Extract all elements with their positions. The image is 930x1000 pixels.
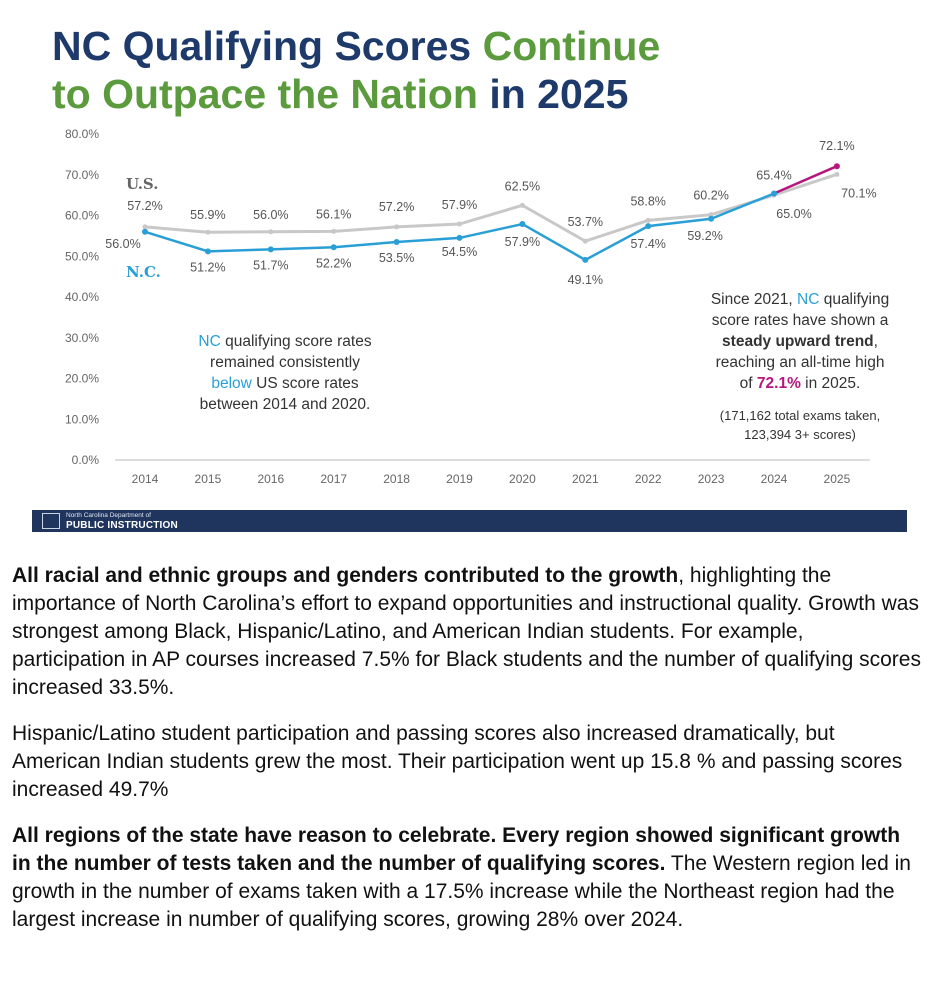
note-text: steady upward trend bbox=[722, 333, 874, 350]
note-text: reaching an all-time high bbox=[715, 354, 885, 371]
paragraph-text: Hispanic/Latino student participation and passing scores also increased dramatically, but American Indian students grew the most. Their participation went up 15.8 % and passing scores increased 49.7% bbox=[12, 722, 903, 801]
us-data-label: 60.2% bbox=[693, 188, 729, 203]
note-text: NC bbox=[797, 291, 820, 308]
y-tick-label: 60.0% bbox=[64, 208, 99, 223]
y-tick-label: 0.0% bbox=[71, 453, 99, 467]
us-data-label: 57.9% bbox=[441, 198, 478, 213]
note-text: qualifying bbox=[819, 291, 890, 308]
nc-data-label: 52.2% bbox=[315, 256, 352, 271]
nc-point bbox=[645, 223, 651, 229]
paragraph-text: , highlighting the importance of North Carolina’s effort to expand opportunities and instructional quality. Growth was strongest among Black, Hispanic/Latino, and American Indian students. For example, participation in AP courses increased 7.5% for Black students and the number of qualifying scores increased 33.5%. bbox=[12, 564, 921, 699]
us-data-label: 57.2% bbox=[127, 198, 163, 213]
y-tick-label: 10.0% bbox=[64, 412, 99, 427]
paragraph-text: The Western region led in growth in the number of exams taken with a 17.5% increase while the Northeast region had the largest increase in number of qualifying scores, growing 28% over 2024. bbox=[12, 852, 911, 931]
nc-point bbox=[457, 235, 463, 241]
nc-series-label: N.C. bbox=[126, 263, 161, 281]
y-tick-label: 40.0% bbox=[64, 290, 99, 304]
us-data-label: 55.9% bbox=[190, 208, 226, 223]
x-tick-label: 2023 bbox=[697, 472, 725, 486]
title-part: NC Qualifying Scores bbox=[52, 23, 483, 69]
us-data-label: 53.7% bbox=[567, 215, 604, 230]
us-data-label: 70.1% bbox=[841, 186, 877, 201]
x-tick-label: 2020 bbox=[509, 472, 536, 486]
nc-point bbox=[331, 244, 337, 250]
us-point bbox=[268, 229, 273, 234]
y-tick-label: 30.0% bbox=[64, 330, 99, 345]
title-part: Continue bbox=[482, 23, 661, 69]
us-point bbox=[394, 224, 399, 229]
y-tick-label: 70.0% bbox=[64, 167, 99, 182]
paragraph-bold: All regions of the state have reason to celebrate. Every region showed significant growth in the number of tests taken and the number of qualifying scores. bbox=[12, 824, 901, 875]
note-text: below bbox=[211, 375, 252, 392]
note-text: US score rates bbox=[251, 375, 359, 392]
note-text: score rates have shown a bbox=[711, 312, 889, 329]
note-text: NC bbox=[198, 333, 221, 350]
note-left bbox=[165, 331, 405, 415]
x-tick-label: 2022 bbox=[634, 472, 662, 486]
note-text: in 2025. bbox=[800, 375, 861, 392]
us-data-label: 57.2% bbox=[378, 199, 415, 214]
nc-data-label: 59.2% bbox=[687, 228, 723, 243]
x-tick-label: 2024 bbox=[760, 472, 788, 486]
note-right bbox=[680, 289, 920, 444]
title-part: in 2025 bbox=[477, 71, 629, 117]
us-series-label: U.S. bbox=[126, 175, 159, 193]
note-text: (171,162 total exams taken, bbox=[719, 408, 881, 423]
us-point bbox=[205, 230, 210, 235]
y-tick-label: 50.0% bbox=[64, 249, 99, 264]
note-text: remained consistently bbox=[210, 354, 360, 371]
us-point bbox=[834, 172, 839, 177]
page-title bbox=[52, 22, 660, 118]
x-tick-label: 2017 bbox=[320, 472, 348, 486]
x-tick-label: 2025 bbox=[823, 472, 851, 486]
footer-org-big: PUBLIC INSTRUCTION bbox=[66, 520, 178, 531]
x-tick-label: 2019 bbox=[446, 472, 473, 486]
note-text: qualifying score rates bbox=[220, 333, 372, 350]
nc-point bbox=[394, 239, 400, 245]
us-data-label: 65.0% bbox=[776, 207, 812, 222]
nc-data-label: 54.5% bbox=[441, 244, 478, 259]
nc-point bbox=[142, 229, 148, 235]
us-point bbox=[583, 239, 588, 244]
x-tick-label: 2021 bbox=[571, 472, 599, 486]
y-tick-label: 20.0% bbox=[64, 371, 99, 386]
us-data-label: 56.1% bbox=[315, 207, 352, 222]
note-footnote bbox=[680, 406, 920, 444]
article-body bbox=[12, 562, 922, 952]
us-data-label: 58.8% bbox=[630, 194, 666, 209]
y-tick-label: 80.0% bbox=[64, 127, 99, 141]
x-tick-label: 2016 bbox=[257, 472, 285, 486]
note-text: 72.1% bbox=[756, 375, 801, 392]
nc-point bbox=[205, 248, 211, 254]
nc-point bbox=[708, 216, 714, 222]
nc-data-label: 65.4% bbox=[756, 168, 792, 183]
note-text: between 2014 and 2020. bbox=[199, 396, 371, 413]
nc-data-label: 57.9% bbox=[504, 235, 541, 250]
paragraph bbox=[12, 720, 922, 804]
footer-bar bbox=[32, 510, 907, 532]
dpi-logo-icon bbox=[42, 513, 60, 529]
paragraph bbox=[12, 562, 922, 702]
nc-data-label: 51.2% bbox=[190, 260, 226, 275]
x-tick-label: 2014 bbox=[131, 472, 159, 486]
x-tick-label: 2018 bbox=[383, 472, 410, 486]
title-part: to Outpace the Nation bbox=[52, 71, 478, 117]
x-tick-label: 2015 bbox=[194, 472, 222, 486]
us-data-label: 56.0% bbox=[253, 207, 289, 222]
nc-data-label: 51.7% bbox=[253, 258, 289, 273]
nc-point bbox=[771, 190, 777, 196]
note-text: , bbox=[873, 333, 878, 350]
footer-org-small: North Carolina Department of bbox=[66, 512, 151, 519]
nc-data-label: 49.1% bbox=[567, 272, 604, 287]
nc-point bbox=[519, 221, 525, 227]
paragraph bbox=[12, 822, 922, 934]
nc-data-label: 56.0% bbox=[105, 236, 141, 251]
us-point bbox=[457, 222, 462, 227]
nc-data-label: 72.1% bbox=[819, 139, 855, 154]
nc-point bbox=[582, 257, 588, 263]
us-point bbox=[646, 218, 651, 223]
us-point bbox=[331, 229, 336, 234]
note-text: of bbox=[739, 375, 757, 392]
us-point bbox=[143, 224, 148, 229]
nc-data-label: 57.4% bbox=[630, 237, 666, 252]
nc-data-label: 53.5% bbox=[378, 250, 415, 265]
note-text: 123,394 3+ scores) bbox=[744, 427, 856, 442]
us-data-label: 62.5% bbox=[504, 179, 541, 194]
paragraph-bold: All racial and ethnic groups and genders contributed to the growth bbox=[12, 564, 679, 587]
nc-point bbox=[268, 246, 274, 252]
nc-point bbox=[834, 163, 840, 169]
us-point bbox=[520, 203, 525, 208]
note-text: Since 2021, bbox=[710, 291, 797, 308]
